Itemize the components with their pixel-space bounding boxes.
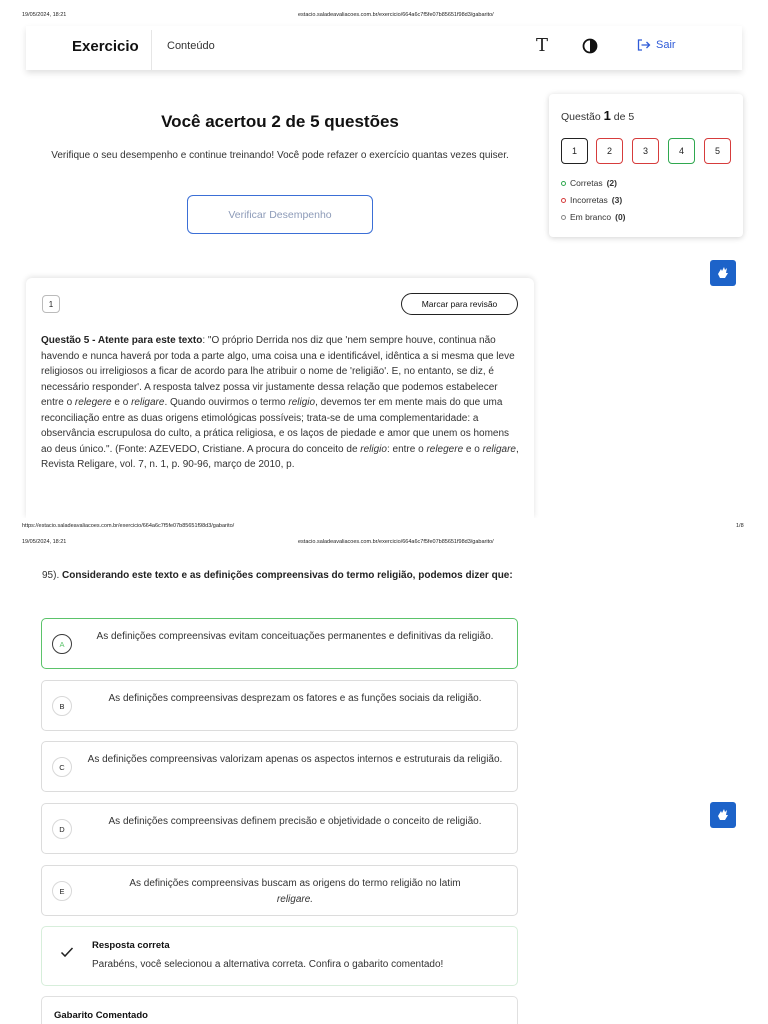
option-text: As definições compreensivas definem precisão e objetividade o conceito de religião.	[108, 816, 482, 827]
print-header-url-2: estacio.saladeavaliacoes.com.br/exercicio/664a6c7f5fe07b85651f98d3/gabarito/	[298, 539, 494, 545]
logout-icon	[637, 39, 651, 51]
print-header-url: estacio.saladeavaliacoes.com.br/exercicio/664a6c7f5fe07b85651f98d3/gabarito/	[298, 12, 494, 18]
logout-label: Sair	[656, 39, 676, 51]
question-nav-4[interactable]: 4	[668, 138, 695, 164]
option-a[interactable]	[41, 618, 518, 669]
print-page-number: 1/8	[736, 523, 744, 529]
blank-dot-icon	[561, 215, 566, 220]
incorrect-dot-icon	[561, 198, 566, 203]
commented-answer-title: Gabarito Comentado	[54, 1010, 148, 1021]
answer-feedback	[41, 926, 518, 986]
option-e[interactable]	[41, 865, 518, 916]
question-nav-5[interactable]: 5	[704, 138, 731, 164]
option-text: As definições compreensivas buscam as origens do termo religião no latim religare.	[129, 878, 461, 905]
question-nav-1[interactable]: 1	[561, 138, 588, 164]
question-number-badge: 1	[42, 295, 60, 313]
answer-text: Parabéns, você selecionou a alternativa correta. Confira o gabarito comentado!	[92, 959, 444, 970]
legend-correct: Corretas (2)	[561, 178, 617, 188]
option-b[interactable]	[41, 680, 518, 731]
commented-answer-key	[41, 996, 518, 1024]
correct-dot-icon	[561, 181, 566, 186]
sign-language-button[interactable]	[710, 260, 736, 286]
question-text-continued: 95). Considerando este texto e as definições compreensivas do termo religião, podemos dizer que:	[42, 570, 513, 581]
option-letter: A	[52, 634, 72, 654]
check-icon	[60, 946, 74, 958]
logout-button[interactable]	[637, 39, 676, 51]
answer-title: Resposta correta	[92, 940, 170, 951]
print-datetime: 19/05/2024, 18:21	[22, 12, 67, 18]
option-d[interactable]	[41, 803, 518, 854]
option-letter: E	[52, 881, 72, 901]
font-size-icon[interactable]: T	[536, 35, 549, 56]
sign-language-icon	[715, 265, 731, 281]
mark-for-review-button[interactable]: Marcar para revisão	[401, 293, 518, 315]
legend-blank: Em branco (0)	[561, 212, 626, 222]
brand-title[interactable]: Exercicio	[72, 38, 139, 55]
result-title: Você acertou 2 de 5 questões	[161, 112, 399, 131]
question-nav-3[interactable]: 3	[632, 138, 659, 164]
question-text: Questão 5 - Atente para este texto: "O próprio Derrida nos diz que 'nem sempre houve, continua não havendo e nunca haverá por toda a parte algo, uma coisa una e identificável, idêntica a si mesma que leve religiosos ou irreligiosos a ficar de acordo para lhe atribuir o nome de 'religião'. E, no entanto, se diz, é necessário responder'. A resposta talvez possa vir justamente dessa relação que podemos estabelecer entre o relegere e o religare. Quando ouvirmos o termo religio, devemos ter em mente mais do que uma reconciliação entre as duas origens etimológicas possíveis; trata-se de uma complementaridade: a observância escrupulosa do culto, a prática religiosa, e os laços de piedade e amor que unem os homens ao deus único.". (Fonte: AZEVEDO, Cristiane. A procura do conceito de religio: entre o relegere e o religare, Revista Religare, vol. 7, n. 1, p. 90-96, março de 2010, p.	[41, 335, 519, 470]
verify-performance-button[interactable]: Verificar Desempenho	[187, 195, 373, 234]
option-letter: D	[52, 819, 72, 839]
app-header	[26, 26, 742, 70]
print-datetime-2: 19/05/2024, 18:21	[22, 539, 67, 545]
sign-language-icon	[715, 807, 731, 823]
sign-language-button-2[interactable]	[710, 802, 736, 828]
option-text: As definições compreensivas valorizam apenas os aspectos internos e estruturais da religião.	[87, 754, 503, 765]
option-letter: C	[52, 757, 72, 777]
option-text: As definições compreensivas desprezam os fatores e as funções sociais da religião.	[108, 693, 482, 704]
question-card	[26, 278, 534, 518]
question-nav-2[interactable]: 2	[596, 138, 623, 164]
option-c[interactable]	[41, 741, 518, 792]
page-break	[0, 518, 768, 548]
option-text: As definições compreensivas evitam conceituações permanentes e definitivas da religião.	[96, 631, 494, 642]
header-divider	[151, 30, 152, 70]
legend-incorrect: Incorretas (3)	[561, 195, 622, 205]
print-footer-url: https://estacio.saladeavaliacoes.com.br/exercicio/664a6c7f5fe07b85651f98d3/gabarito/	[22, 523, 235, 529]
option-letter: B	[52, 696, 72, 716]
nav-content-link[interactable]: Conteúdo	[167, 40, 215, 52]
contrast-icon[interactable]	[582, 38, 598, 54]
question-navigator	[549, 94, 743, 237]
result-description: Verifique o seu desempenho e continue treinando! Você pode refazer o exercício quantas vezes quiser.	[51, 150, 509, 161]
question-counter: Questão 1 de 5	[561, 108, 635, 123]
